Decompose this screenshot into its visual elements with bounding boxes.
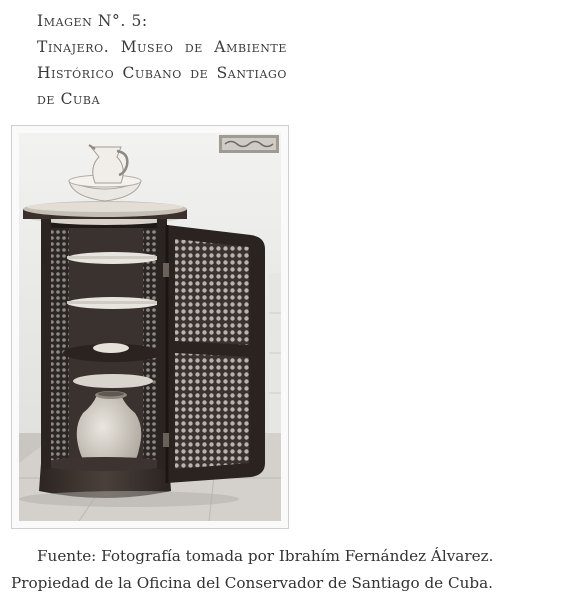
caption-line-3: Histórico Cubano de Santiago: [37, 64, 287, 82]
caption-line-2: Tinajero. Museo de Ambiente: [37, 38, 287, 56]
caption-line-1: Imagen N°. 5:: [37, 12, 148, 30]
photo-frame: [11, 125, 289, 529]
tinajero-photo: [19, 133, 281, 521]
figure-caption: [37, 8, 287, 112]
caption-line-4: de Cuba: [37, 90, 101, 108]
figure-source: Fuente: Fotografía tomada por Ibrahím Fernández Álvarez. Propiedad de la Oficina del Conservador de Santiago de Cuba.: [11, 547, 494, 592]
